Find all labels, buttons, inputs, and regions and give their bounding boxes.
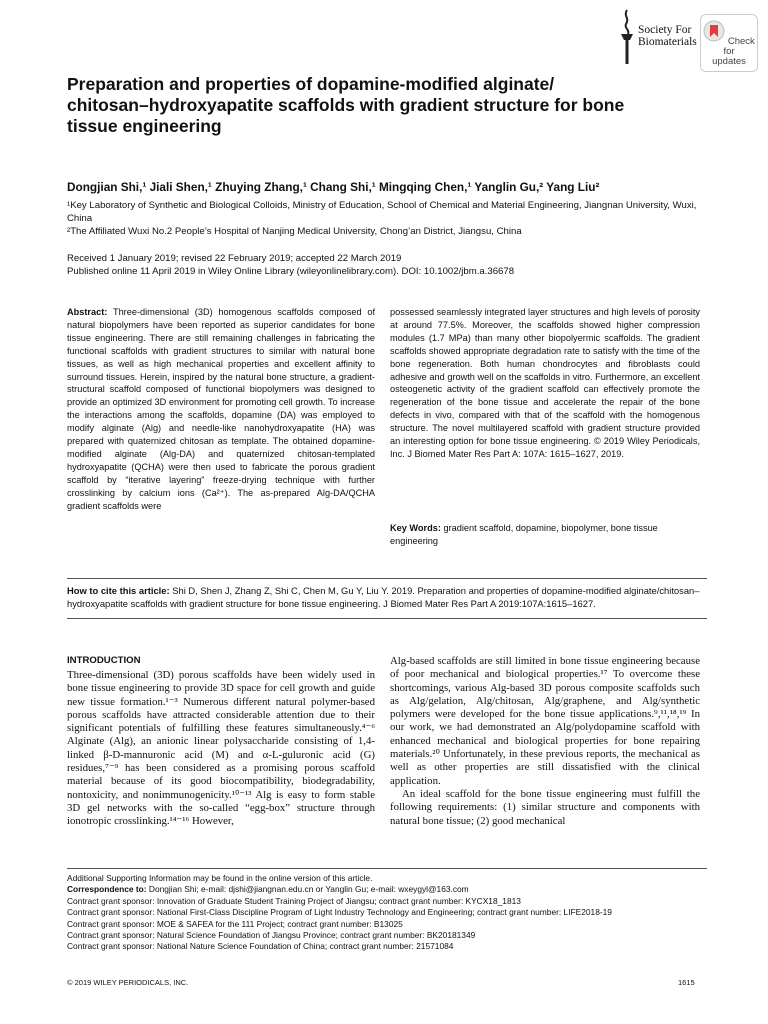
- correspondence-label: Correspondence to:: [67, 884, 147, 895]
- affiliations: [67, 200, 707, 238]
- torch-icon: [618, 8, 636, 66]
- abstract-col-2: possessed seamlessly integrated layer structures and high levels of porosity at around 77.5%. Moreover, the scaffolds showed higher compression modules (1.7 MPa) than many other biopolyermic scaffolds. The gradient scaffolds showed appropriate degradation rate to satisfy with the time of the bone regeneration. Both human chondrocytes and fibroblasts could adhesive and growth well on the scaffolds in vitro. Furthermore, an excellent osteogenetic activity of the gradient scaffold can effectively promote the regeneration of the bone tissue and accelerate the repair of the bone defects in vivo, compared with that of the scaffold with the homogenous structure. The novel multilayered scaffold with gradient structure provided an interesting option for bone tissue engineering. © 2019 Wiley Periodicals, Inc. J Biomed Mater Res Part A: 107A: 1615–1627, 2019.: [390, 307, 700, 459]
- grant-note: Contract grant sponsor: Natural Science Foundation of Jiangsu Province; contract grant number: BK20181349: [67, 930, 476, 941]
- article-title: Preparation and properties of dopamine-modified alginate/ chitosan–hydroxyapatite scaffolds with gradient structure for bone tissue engineering: [67, 74, 625, 136]
- received-dates: Received 1 January 2019; revised 22 February 2019; accepted 22 March 2019: [67, 253, 402, 264]
- grant-note: Contract grant sponsor: National Nature Science Foundation of China; contract grant number: 21571084: [67, 941, 454, 952]
- keywords-text: gradient scaffold, dopamine, biopolymer, bone tissue engineering: [390, 523, 658, 546]
- abstract-text-1: Three-dimensional (3D) homogenous scaffolds composed of natural biopolymers have been reported as superior candidates for bone tissue engineering. There are still remaining challenges in fabricating the functional scaffolds with gradient structures to similar with natural bone tissues, as well as high mechanical properties and excellent affinity to surround tissues. Herein, inspired by the natural bone structure, a gradient-structural scaffold composed of functional biopolymers was designed to provide an optimized 3D environment for promoting cell growth. To increase the interactions among the scaffolds, dopamine (DA) was employed to modify alginate (Alg) and needle-like nanohydroxyapatite (HA) was prepared with quaternized chitosan as template. The obtained dopamine-modified alginate (Alg-DA) and quaternized chitosan-templated hydroxyapatite (QCHA) were then used to fabricate the porous gradient scaffold by “iterative layering” freeze-drying technique with further crosslinking by calcium ions (Ca²⁺). The as-prepared Alg-DA/QCHA gradient scaffolds were: [67, 307, 376, 511]
- cite-label: How to cite this article:: [67, 585, 170, 596]
- publication-dates: [67, 253, 707, 279]
- abstract-label: Abstract:: [67, 307, 108, 317]
- intro-paragraph-1: Alg-based scaffolds are still limited in bone tissue engineering because of poor mechanical and biological properties.¹⁷ To overcome these shortcomings, various Alg-based 3D porous composite scaffolds such as Alg/gelation, Alg/chitosan, Alg/graphene, and Alg/synthetic polymers were developed for the bone tissue applications.⁹,¹¹,¹⁸,¹⁹ In our work, we had demonstrated an Alg/polydopamine scaffold with enhanced mechanical and biological properties for bone repairing materials.²⁰ Unfortunately, in these previous reports, the mechanical as well as other properties are still dissatisfied with the clinical application.: [390, 655, 700, 787]
- correspondence-note: [67, 884, 707, 895]
- footnotes: [67, 868, 707, 953]
- affiliation-2: ²The Affiliated Wuxi No.2 People’s Hospital of Nanjing Medical University, Chong’an District, Jiangsu, China: [67, 225, 522, 237]
- intro-col-1: Three-dimensional (3D) porous scaffolds have been widely used in bone tissue engineering to provide 3D space for cell growth and guide new tissue formation.¹⁻³ Numerous different natural polymer-based porous scaffolds have attracted considerable attention due to their significant potentials of fulfilling these features simultaneously.⁴⁻⁶ Alginate (Alg), an anionic linear polysaccharide consisting of 1,4-linked β-D-mannuronic acid (M) and α-L-guluronic acid (G) residues,⁷⁻⁹ has been considered as a promising porous scaffold material because of its good biocompatibility, biodegradability, nontoxicity, and nonimmunogenicity.¹⁰⁻¹³ Alg is easy to form stable 3D gel networks with the so-called “egg-box” structure through ionotropic crosslinking.¹⁴⁻¹⁶ However,: [67, 669, 375, 828]
- author-list: Dongjian Shi,¹ Jiali Shen,¹ Zhuying Zhang,¹ Chang Shi,¹ Mingqing Chen,¹ Yanglin Gu,² Yang Liu²: [67, 180, 600, 194]
- section-heading-introduction: INTRODUCTION: [67, 655, 141, 666]
- affiliation-1: ¹Key Laboratory of Synthetic and Biological Colloids, Ministry of Education, School of Chemical and Material Engineering, Jiangnan University, Wuxi, China: [67, 200, 697, 224]
- abstract-col-1: [67, 306, 375, 513]
- page-number: 1615: [678, 978, 695, 987]
- published-online: Published online 11 April 2019 in Wiley Online Library (wileyonlinelibrary.com). DOI: 10.1002/jbm.a.36678: [67, 265, 515, 277]
- bookmark-icon: [703, 20, 725, 42]
- supporting-info-note: Additional Supporting Information may be found in the online version of this article.: [67, 873, 373, 883]
- society-logo: [618, 8, 698, 68]
- grant-note: Contract grant sponsor: National First-Class Discipline Program of Light Industry Technology and Engineering; contract grant number: LIFE2018-19: [67, 907, 612, 918]
- society-logo-text: Society For Biomaterials: [638, 24, 697, 48]
- keywords-label: Key Words:: [390, 523, 441, 533]
- how-to-cite: [67, 578, 707, 619]
- intro-paragraph-2: An ideal scaffold for the bone tissue engineering must fulfill the following requirements: (1) similar structure and components with natural bone tissue; (2) good mechanical: [390, 787, 700, 827]
- check-for-updates-button[interactable]: Check for updates: [700, 14, 758, 72]
- grant-note: Contract grant sponsor: MOE & SAFEA for the 111 Project; contract grant number: B13025: [67, 918, 403, 929]
- keywords: [390, 522, 700, 548]
- grant-note: Contract grant sponsor: Innovation of Graduate Student Training Project of Jiangsu; contract grant number: KYCX18_1813: [67, 895, 521, 906]
- intro-col-2: [390, 655, 700, 828]
- correspondence-text: Dongjian Shi; e-mail: djshi@jiangnan.edu.cn or Yanglin Gu; e-mail: wxeygyl@163.com: [148, 884, 469, 895]
- cite-text: Shi D, Shen J, Zhang Z, Shi C, Chen M, Gu Y, Liu Y. 2019. Preparation and properties of dopamine-modified alginate/chitosan–hydroxyapatite scaffolds with gradient structure for bone tissue engineering. J Biomed Mater Res Part A 2019:107A:1615–1627.: [67, 585, 700, 609]
- footer-copyright: © 2019 WILEY PERIODICALS, INC.: [67, 978, 189, 987]
